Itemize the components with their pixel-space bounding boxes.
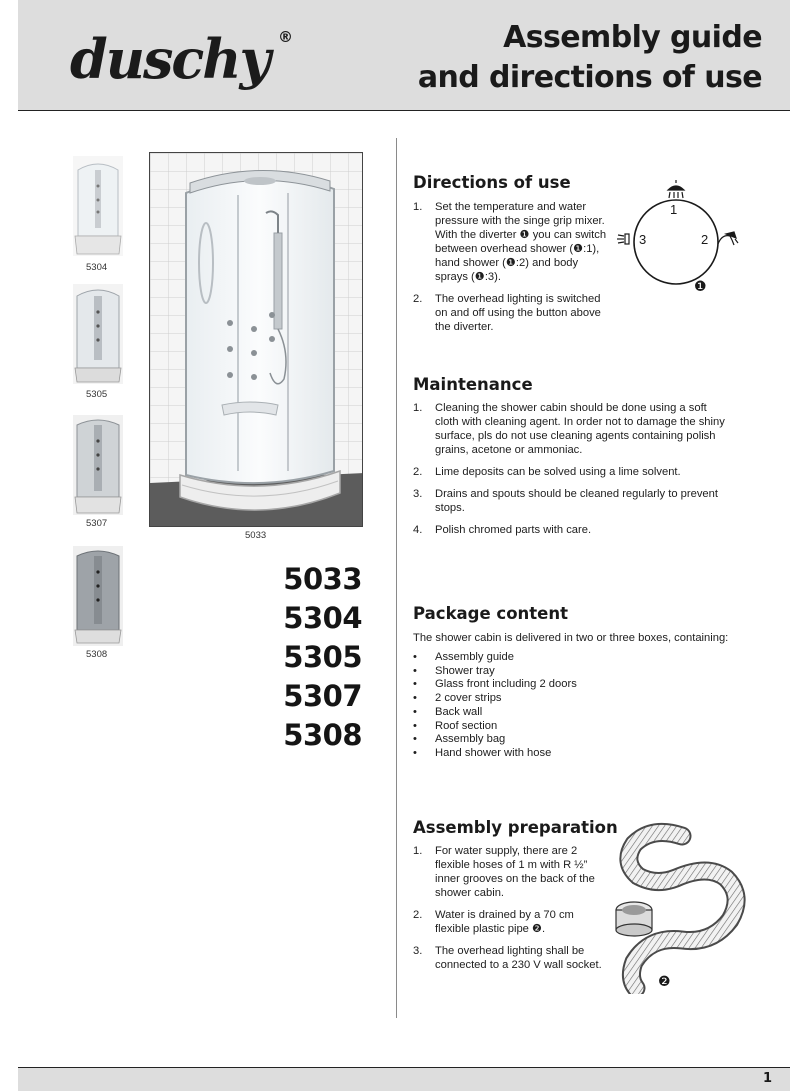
list-item — [413, 844, 609, 900]
thumbnail-caption: 5304 — [86, 262, 108, 273]
hose-marker: ❷ — [658, 974, 671, 990]
item-text: Lime deposits can be solved using a lime solvent. — [435, 466, 681, 478]
list-item — [413, 200, 609, 284]
hand-shower-icon — [718, 232, 738, 245]
title-line-1: Assembly guide — [503, 20, 762, 55]
list-item: • Back wall — [413, 706, 577, 720]
model-number: 5308 — [283, 718, 362, 752]
model-number: 5033 — [283, 562, 362, 596]
body-spray-icon — [617, 234, 629, 244]
thumbnail-5307 — [73, 415, 123, 515]
list-item — [413, 487, 733, 515]
list-item — [413, 401, 733, 457]
preparation-list — [413, 844, 609, 980]
list-item: • Glass front including 2 doors — [413, 678, 577, 692]
maintenance-heading: Maintenance — [413, 375, 533, 394]
list-item — [413, 908, 609, 936]
thumbnail-5304 — [73, 156, 123, 256]
directions-list — [413, 200, 609, 342]
item-text: Drains and spouts should be cleaned regularly to prevent stops. — [435, 488, 718, 514]
item-text: Water is drained by a 70 cm flexible plastic pipe ❷. — [435, 909, 574, 935]
item-text: Cleaning the shower cabin should be done using a soft cloth with cleaning agent. In order not to damage the shiny surface, pls do not use cleaning agents containing polish grains, acetone or ammoniac. — [435, 402, 725, 456]
diverter-label-3: 3 — [639, 232, 647, 247]
item-number: 3. — [413, 488, 423, 500]
main-image-caption: 5033 — [245, 530, 267, 541]
registered-mark: ® — [278, 28, 293, 46]
list-item: • Shower tray — [413, 665, 577, 679]
diverter-diagram — [614, 178, 744, 298]
thumbnail-5305 — [73, 284, 123, 384]
item-text: The overhead lighting is switched on and off using the button above the diverter. — [435, 293, 601, 333]
diverter-label-1: 1 — [670, 202, 678, 217]
model-numbers — [270, 560, 362, 755]
overhead-shower-icon — [668, 180, 684, 198]
model-number: 5304 — [283, 601, 362, 635]
item-number: 2. — [413, 293, 423, 305]
column-divider — [396, 138, 397, 1018]
thumbnail-caption: 5305 — [86, 389, 108, 400]
item-number: 1. — [413, 845, 423, 857]
list-item — [413, 523, 733, 537]
item-number: 1. — [413, 201, 423, 213]
page-number: 1 — [762, 1071, 772, 1086]
item-number: 2. — [413, 466, 423, 478]
list-item: • Assembly bag — [413, 733, 577, 747]
list-item: • Hand shower with hose — [413, 747, 577, 761]
item-number: 3. — [413, 945, 423, 957]
item-number: 1. — [413, 402, 423, 414]
thumbnail-5308 — [73, 546, 123, 646]
title-line-2: and directions of use — [417, 60, 762, 95]
list-item — [413, 292, 609, 334]
model-number: 5307 — [283, 679, 362, 713]
shower-cabin-image — [149, 152, 363, 527]
page-footer — [18, 1067, 790, 1091]
duschy-logo — [70, 28, 300, 90]
item-text: Polish chromed parts with care. — [435, 524, 592, 536]
list-item — [413, 465, 733, 479]
item-number: 4. — [413, 524, 423, 536]
item-text: The overhead lighting shall be connected to a 230 V wall socket. — [435, 945, 602, 971]
diverter-label-2: 2 — [701, 232, 709, 247]
diverter-marker: ❶ — [694, 279, 707, 295]
thumbnail-caption: 5307 — [86, 518, 108, 529]
package-heading: Package content — [413, 604, 568, 623]
page-title — [418, 18, 762, 98]
maintenance-list — [413, 401, 733, 545]
list-item: • Assembly guide — [413, 651, 577, 665]
package-list — [413, 651, 577, 761]
preparation-heading: Assembly preparation — [413, 818, 618, 837]
thumbnail-caption: 5308 — [86, 649, 108, 660]
model-number: 5305 — [283, 640, 362, 674]
drain-hose-illustration — [612, 822, 752, 994]
directions-heading: Directions of use — [413, 173, 571, 192]
item-text: Set the temperature and water pressure with the singe grip mixer. With the diverter ❶ you can switch between overhead shower (❶:1), hand shower (❶:2) and body sprays (❶:3). — [435, 201, 607, 283]
item-number: 2. — [413, 909, 423, 921]
list-item: • Roof section — [413, 720, 577, 734]
logo-text: duschy — [70, 27, 269, 91]
page-header — [18, 0, 790, 111]
item-text: For water supply, there are 2 flexible hoses of 1 m with R ½” inner grooves on the back of the shower cabin. — [435, 845, 595, 899]
list-item — [413, 944, 609, 972]
package-intro: The shower cabin is delivered in two or three boxes, containing: — [413, 632, 729, 644]
list-item: • 2 cover strips — [413, 692, 577, 706]
